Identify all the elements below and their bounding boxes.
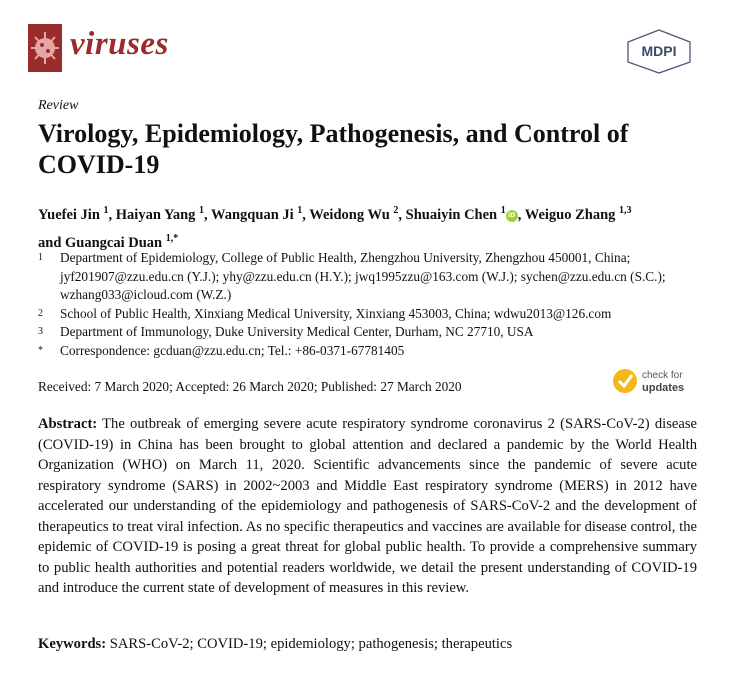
affil-number: 3	[38, 326, 43, 337]
affil-text: Department of Immunology, Duke University Medical Center, Durham, NC 27710, USA	[60, 324, 534, 339]
affil-number: 1	[38, 252, 43, 263]
keywords-label: Keywords:	[38, 636, 107, 652]
article-type: Review	[38, 98, 79, 113]
keywords-text: SARS-CoV-2; COVID-19; epidemiology; pathogenesis; therapeutics	[109, 636, 513, 652]
affil-sup: 1,3	[619, 205, 632, 216]
affil-sup: 1	[103, 205, 109, 216]
affil-sup: 1,*	[165, 232, 179, 244]
author[interactable]: Weidong Wu	[309, 206, 390, 223]
badge-line1: check for	[642, 370, 683, 381]
author[interactable]: Shuaiyin Chen	[405, 206, 498, 223]
correspondence-item	[38, 342, 708, 361]
abstract	[38, 414, 697, 599]
affil-sup: 1	[199, 205, 205, 216]
affiliation-item	[38, 323, 708, 342]
author[interactable]: Guangcai Duan	[65, 234, 163, 251]
affil-sup: 2	[393, 205, 399, 216]
author[interactable]: Wangquan Ji	[211, 206, 294, 223]
abstract-label: Abstract:	[38, 416, 98, 432]
check-for-updates-button[interactable]	[612, 366, 692, 396]
page-title: Virology, Epidemiology, Pathogenesis, and Control of COVID-19	[38, 119, 629, 179]
mdpi-logo	[626, 28, 692, 74]
author-list: Yuefei Jin $^1$, Haiyan Yang $^1$, Wangquan Ji $^1$, Weidong Wu $^2$, Shuaiyin Chen $^1$ iD , Weiguo Zhang $^{1,3}$ and Guangcai Duan $^{1,*}$	[38, 205, 632, 251]
orcid-icon[interactable]: iD	[506, 210, 518, 222]
affil-text: Correspondence: gcduan@zzu.edu.cn; Tel.: +86-0371-67781405	[60, 342, 405, 358]
and-text: and	[38, 234, 62, 251]
affil-number: 2	[38, 307, 43, 319]
journal-logo-icon	[28, 24, 62, 72]
affil-number: *	[38, 344, 43, 356]
affiliations	[38, 249, 708, 360]
author[interactable]: Weiguo Zhang	[524, 206, 616, 223]
badge-line2: updates	[642, 382, 685, 394]
affil-sup: 1	[500, 205, 506, 216]
author[interactable]: Yuefei Jin	[38, 206, 100, 223]
affiliation-item	[38, 305, 708, 324]
keywords	[38, 636, 512, 653]
affil-text: School of Public Health, Xinxiang Medical University, Xinxiang 453003, China; wdwu2013@126.com	[60, 305, 612, 321]
abstract-text: The outbreak of emerging severe acute respiratory syndrome coronavirus 2 (SARS-CoV-2) disease (COVID-19) in China has been brought to global attention and declared a pandemic by the World Health Organization (WHO) on March 11, 2020. Scientific advancements since the pandemic of severe acute respiratory syndrome (SARS) in 2002~2003 and Middle East respiratory syndrome (MERS) in 2012 have accelerated our understanding of the epidemiology and pathogenesis of SARS-CoV-2 and the development of therapeutics to treat viral infection. As no specific therapeutics and vaccines are available for disease control, the epidemic of COVID-19 is posing a great threat for global public health. To provide a comprehensive summary to public health authorities and potential readers worldwide, we detail the present understanding of COVID-19 and introduce the current state of development of measures in this review.	[38, 416, 697, 596]
publisher-name: MDPI	[641, 43, 677, 59]
publication-dates: Received: 7 March 2020; Accepted: 26 March 2020; Published: 27 March 2020	[38, 379, 462, 394]
check-icon	[613, 369, 637, 393]
affil-sup: 1	[297, 205, 303, 216]
affil-text: Department of Epidemiology, College of Public Health, Zhengzhou University, Zhengzhou 450001, China; jyf201907@zzu.edu.cn (Y.J.); yhy@zzu.edu.cn (H.Y.); jwq1995zzu@163.com (W.J.); sychen@zzu.edu.cn (S.C.); wzhang033@icloud.com (W.Z.)	[60, 250, 666, 302]
affiliation-item	[38, 249, 708, 305]
journal-name: viruses	[70, 26, 169, 62]
author[interactable]: Haiyan Yang	[115, 206, 196, 223]
